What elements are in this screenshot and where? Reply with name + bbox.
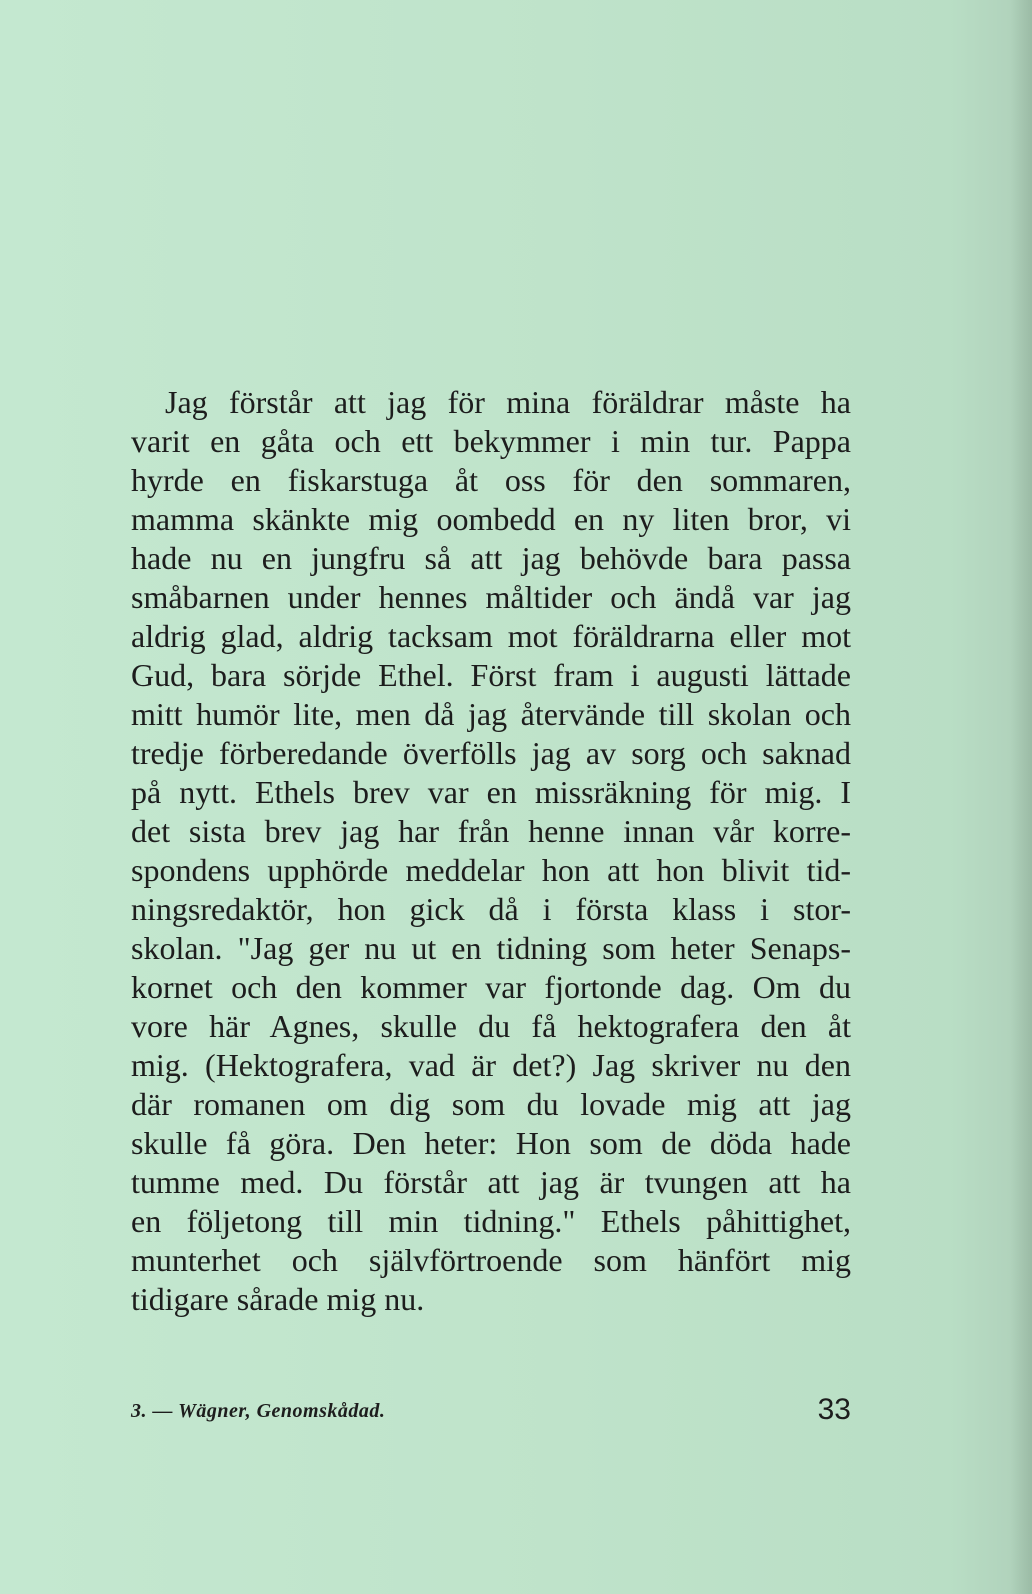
- page-number: 33: [817, 1393, 851, 1426]
- text-line: varit en gåta och ett bekymmer i min tur. Pappa: [131, 423, 851, 459]
- text-line: på nytt. Ethels brev var en missräkning för mig. I: [131, 774, 851, 810]
- text-line: där romanen om dig som du lovade mig att jag: [131, 1086, 851, 1122]
- text-line: mamma skänkte mig oombedd en ny liten bror, vi: [131, 501, 851, 537]
- page-footer: [131, 1392, 851, 1432]
- text-line: skolan. "Jag ger nu ut en tidning som heter Senaps-: [131, 930, 851, 966]
- body-text: [131, 383, 851, 1319]
- text-line: en följetong till min tidning." Ethels påhittighet,: [131, 1203, 851, 1239]
- text-line: det sista brev jag har från henne innan vår korre-: [131, 813, 851, 849]
- text-line: spondens upphörde meddelar hon att hon blivit tid-: [131, 852, 851, 888]
- text-line: ningsredaktör, hon gick då i första klass i stor-: [131, 891, 851, 927]
- text-line: småbarnen under hennes måltider och ändå var jag: [131, 579, 851, 615]
- text-line: mig. (Hektografera, vad är det?) Jag skriver nu den: [131, 1047, 851, 1083]
- text-line: hade nu en jungfru så att jag behövde bara passa: [131, 540, 851, 576]
- text-line: Gud, bara sörjde Ethel. Först fram i augusti lättade: [131, 657, 851, 693]
- text-line: tumme med. Du förstår att jag är tvungen att ha: [131, 1164, 851, 1200]
- text-line: tidigare sårade mig nu.: [131, 1281, 425, 1317]
- printer-signature: 3. — Wägner, Genomskådad.: [131, 1400, 386, 1422]
- text-line: skulle få göra. Den heter: Hon som de döda hade: [131, 1125, 851, 1161]
- text-line: mitt humör lite, men då jag återvände till skolan och: [131, 696, 851, 732]
- text-line: aldrig glad, aldrig tacksam mot föräldrarna eller mot: [131, 618, 851, 654]
- text-line: hyrde en fiskarstuga åt oss för den sommaren,: [131, 462, 851, 498]
- text-line: vore här Agnes, skulle du få hektografera den åt: [131, 1008, 851, 1044]
- text-line: Jag förstår att jag för mina föräldrar måste ha: [165, 384, 851, 420]
- text-line: munterhet och självförtroende som hänfört mig: [131, 1242, 851, 1278]
- text-line: kornet och den kommer var fjortonde dag. Om du: [131, 969, 851, 1005]
- text-line: tredje förberedande överfölls jag av sorg och saknad: [131, 735, 851, 771]
